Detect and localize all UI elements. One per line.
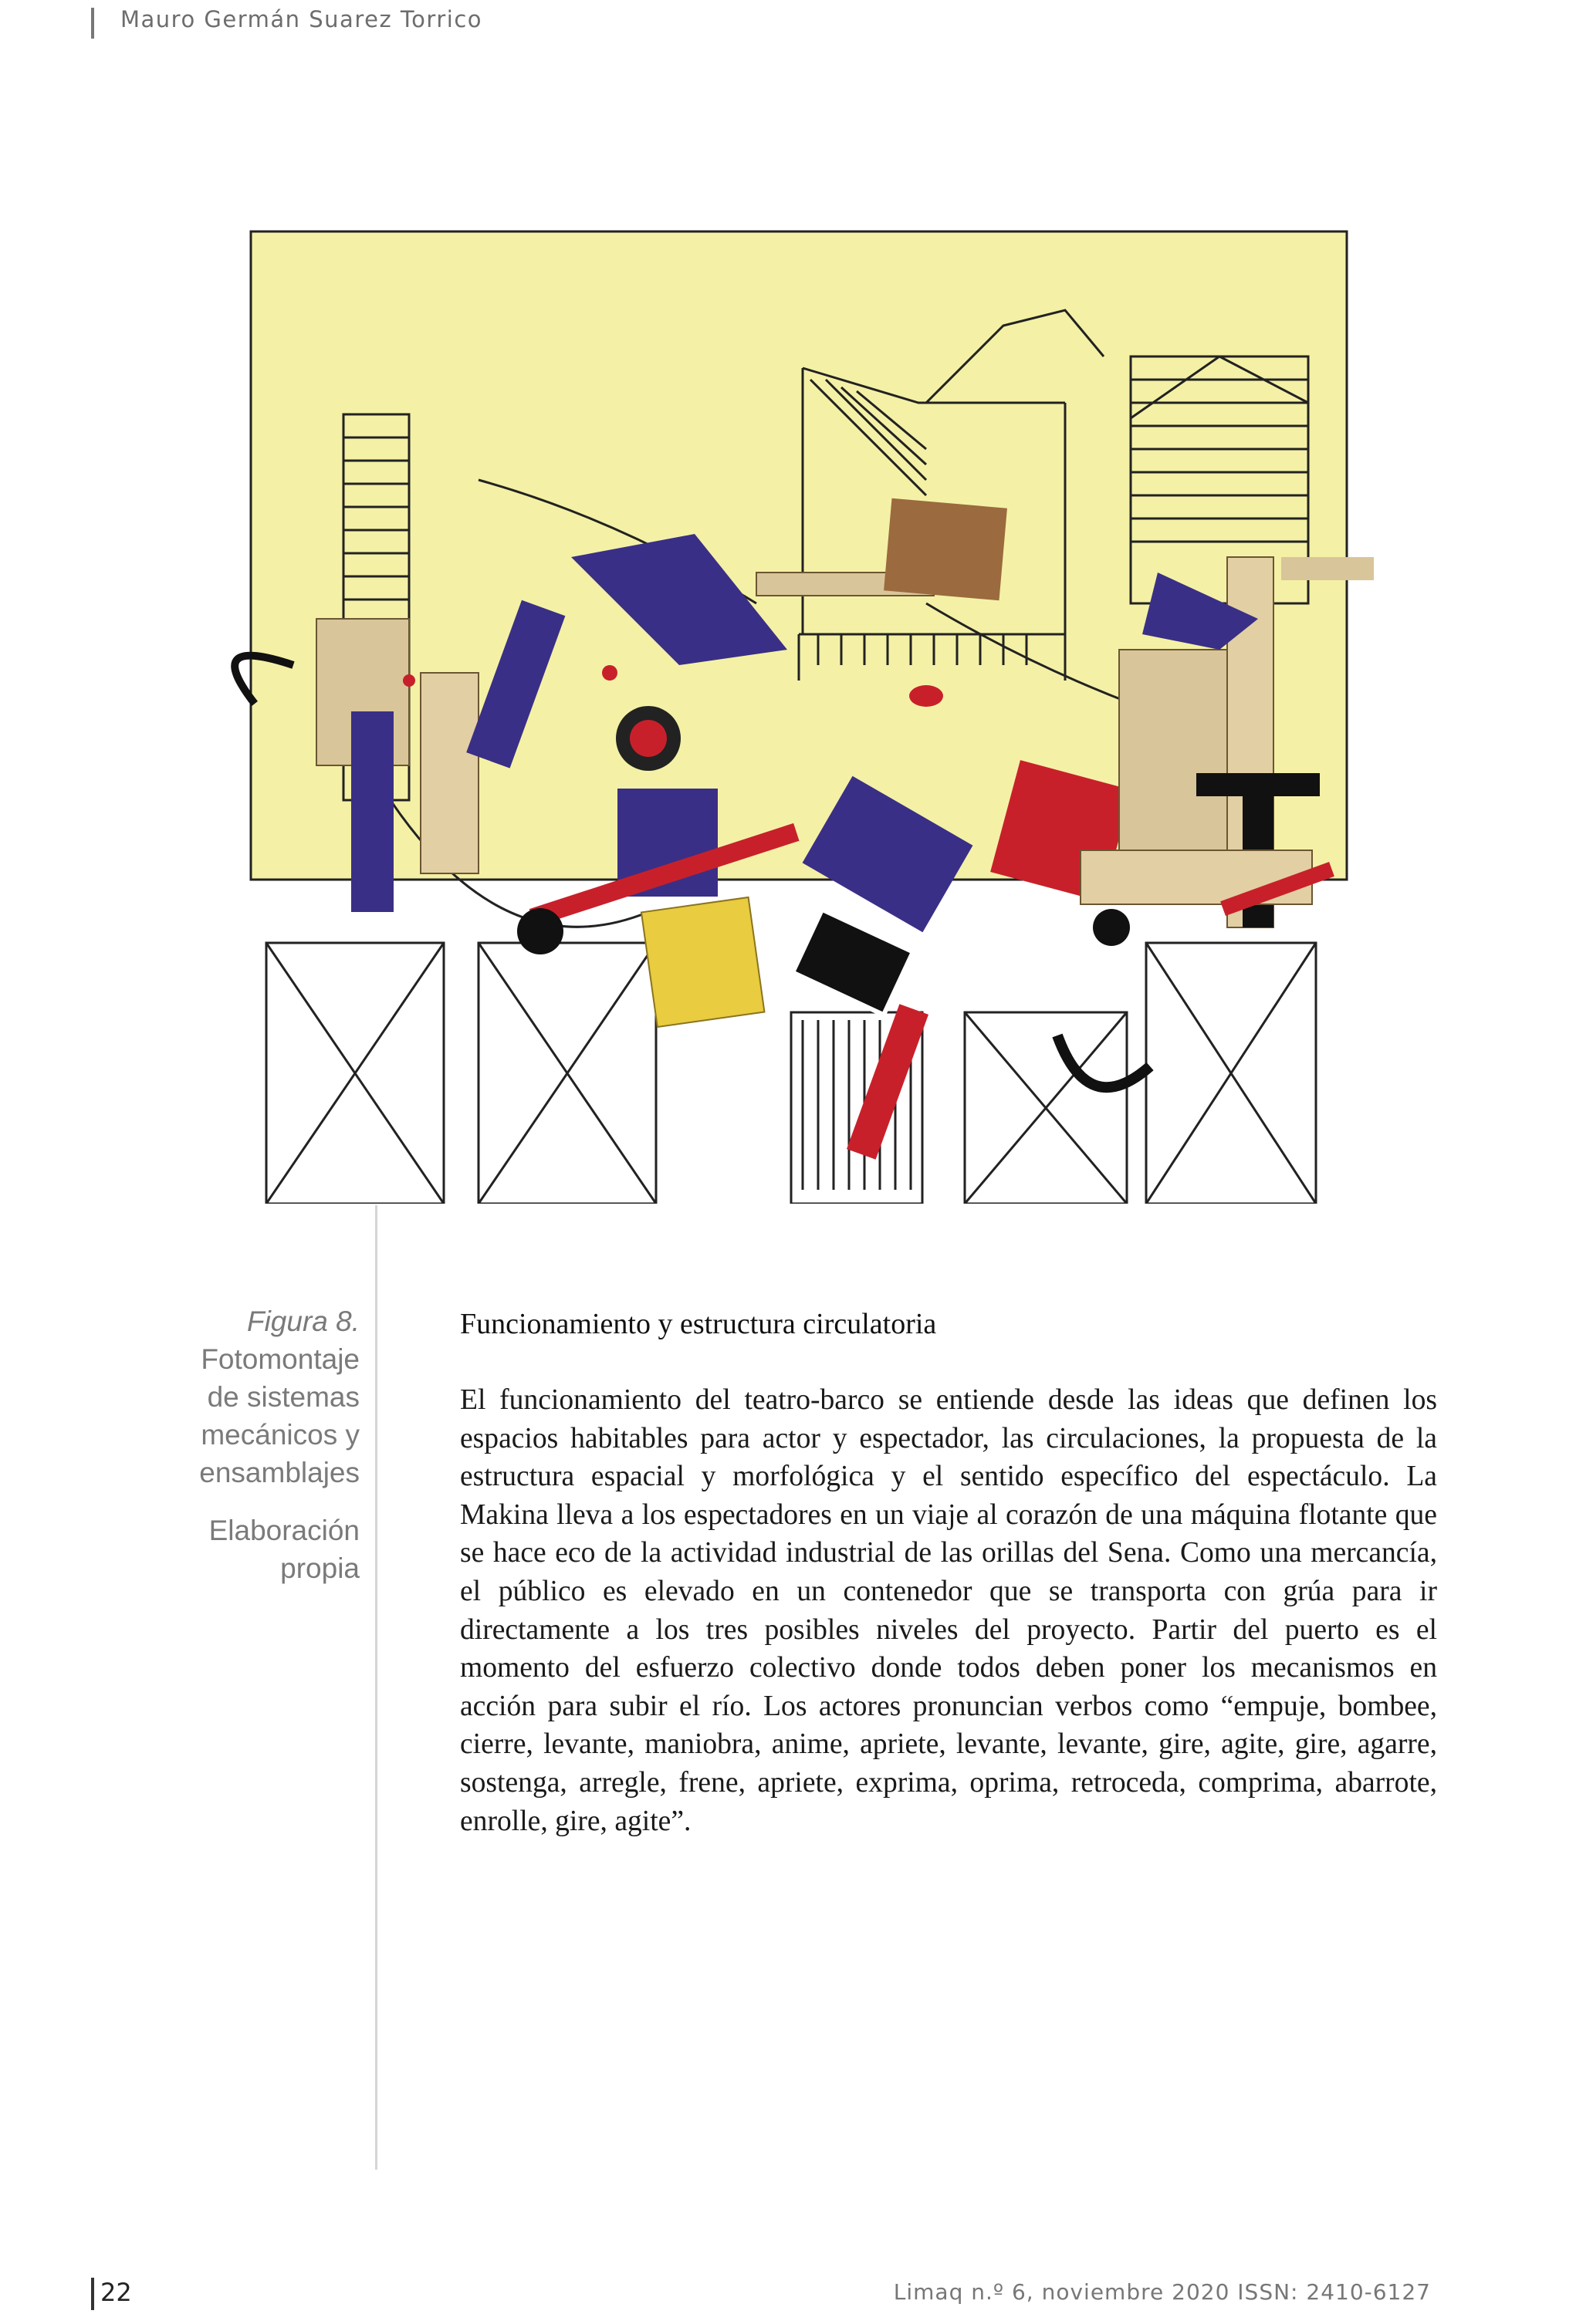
section-heading: Funcionamiento y estructura circulatoria [460, 1308, 937, 1340]
page-number: 22 [100, 2278, 132, 2307]
photomontage-illustration [154, 171, 1436, 1204]
running-head-author: Mauro Germán Suarez Torrico [120, 6, 483, 32]
figure-photomontage [154, 171, 1436, 1204]
header-rule [91, 8, 94, 39]
figure-credit: Elaboración propia [208, 1515, 360, 1584]
figure-caption [178, 1302, 360, 1587]
ground-area [154, 943, 1436, 1204]
body-paragraph: El funcionamiento del teatro-barco se entiende desde las ideas que definen los espacios habitables para actor y espectador, las circulaciones, la propuesta de la estructura espacial y morfológica y el sentido específico del espectáculo. La Makina lleva a los espectadores en un viaje al corazón de una máquina flotante que se hace eco de la actividad industrial de las orillas del Sena. Como una mercancía, el público es elevado en un contenedor que se transporta con grúa para ir directamente a los tres posibles niveles del proyecto. Partir del puerto es el momento del esfuerzo colectivo donde todos deben poner los mecanismos en acción para subir el río. Los actores pronuncian verbos como “empuje, bombee, cierre, levante, maniobra, anime, apriete, levante, levante, gire, agite, gire, agarre, sostenga, arregle, frene, apriete, exprima, oprima, retroceda, comprima, abarrote, enrolle, gire, agite”. [460, 1384, 1437, 1837]
figure-label: Figura 8. [246, 1306, 360, 1337]
figure-title: Fotomontaje de sistemas mecánicos y ensamblajes [199, 1343, 360, 1488]
caption-divider [375, 1205, 377, 2170]
footer-rule [91, 2278, 94, 2310]
journal-citation: Limaq n.º 6, noviembre 2020 ISSN: 2410-6127 [893, 2279, 1431, 2305]
